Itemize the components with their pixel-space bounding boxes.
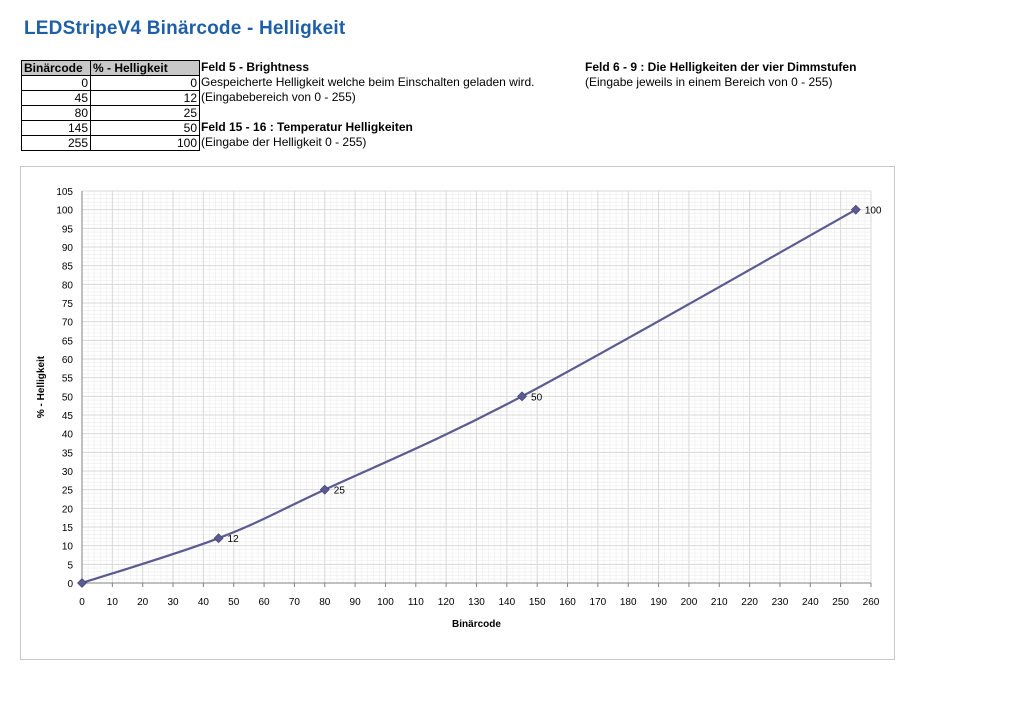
- cell-helligkeit: 25: [91, 106, 200, 121]
- cell-binaercode: 80: [22, 106, 91, 121]
- feld15-title: Feld 15 - 16 : Temperatur Helligkeiten: [201, 120, 413, 134]
- data-point-marker: [78, 579, 87, 588]
- y-tick-label: 25: [61, 485, 73, 497]
- x-tick-label: 120: [437, 597, 455, 608]
- cell-helligkeit: 12: [91, 91, 200, 106]
- x-tick-label: 230: [771, 597, 789, 608]
- data-point-marker: [320, 485, 329, 494]
- x-tick-label: 140: [498, 597, 516, 608]
- y-tick-label: 105: [56, 187, 73, 198]
- y-tick-label: 15: [61, 523, 73, 534]
- x-tick-label: 0: [79, 597, 85, 608]
- x-tick-label: 160: [559, 597, 576, 608]
- x-tick-label: 40: [197, 597, 209, 608]
- x-tick-label: 30: [167, 597, 179, 608]
- x-tick-label: 80: [319, 597, 331, 608]
- y-tick-label: 55: [61, 373, 73, 385]
- x-tick-label: 100: [377, 597, 394, 608]
- y-tick-label: 0: [67, 579, 73, 590]
- data-label: 100: [864, 205, 882, 217]
- x-tick-label: 90: [349, 597, 361, 608]
- y-axis-title: % - Helligkeit: [36, 355, 47, 419]
- x-tick-label: 50: [228, 597, 240, 608]
- x-tick-label: 250: [832, 597, 849, 608]
- cell-binaercode: 0: [22, 76, 91, 91]
- x-tick-label: 210: [710, 597, 728, 608]
- cell-helligkeit: 100: [91, 136, 200, 151]
- x-tick-label: 190: [650, 597, 667, 608]
- x-tick-label: 130: [468, 597, 485, 608]
- data-label: 50: [531, 392, 543, 404]
- y-tick-label: 65: [61, 336, 73, 348]
- x-tick-label: 110: [407, 597, 424, 608]
- y-tick-label: 30: [61, 467, 73, 478]
- y-tick-label: 40: [61, 429, 73, 441]
- data-label: 12: [227, 534, 239, 546]
- feld5-line1: Gespeicherte Helligkeit welche beim Einschalten geladen wird.: [201, 75, 535, 89]
- x-tick-label: 10: [106, 597, 118, 608]
- y-tick-label: 90: [61, 243, 73, 254]
- x-tick-label: 180: [619, 597, 637, 608]
- feld5-title: Feld 5 - Brightness: [201, 60, 310, 74]
- x-tick-label: 60: [258, 597, 270, 608]
- x-tick-label: 20: [137, 597, 149, 608]
- cell-binaercode: 45: [22, 91, 91, 106]
- feld5-line2: (Eingabebereich von 0 - 255): [201, 90, 356, 104]
- y-tick-label: 5: [67, 560, 73, 572]
- cell-binaercode: 145: [22, 121, 91, 136]
- feld15-line1: (Eingabe der Helligkeit 0 - 255): [201, 135, 367, 149]
- page-title: LEDStripeV4 Binärcode - Helligkeit: [24, 18, 346, 39]
- y-tick-label: 100: [56, 205, 73, 217]
- y-tick-label: 75: [61, 299, 73, 310]
- cell-binaercode: 255: [22, 136, 91, 151]
- y-tick-label: 95: [61, 224, 73, 236]
- y-tick-label: 85: [61, 261, 73, 273]
- x-tick-label: 240: [801, 597, 819, 608]
- header-helligkeit: % - Helligkeit: [91, 61, 200, 76]
- y-tick-label: 60: [61, 355, 73, 366]
- cell-helligkeit: 0: [91, 76, 200, 91]
- x-tick-label: 220: [741, 597, 758, 608]
- x-tick-label: 260: [862, 597, 880, 608]
- feld6-line1: (Eingabe jeweils in einem Bereich von 0 - 255): [585, 75, 833, 89]
- y-tick-label: 50: [61, 392, 73, 404]
- data-label: 25: [333, 485, 345, 497]
- y-tick-label: 35: [61, 448, 73, 460]
- x-tick-label: 150: [528, 597, 546, 608]
- feld6-title: Feld 6 - 9 : Die Helligkeiten der vier Dimmstufen: [585, 60, 857, 74]
- y-tick-label: 80: [61, 280, 73, 292]
- y-tick-label: 45: [61, 411, 73, 422]
- y-tick-label: 20: [61, 504, 73, 516]
- y-tick-label: 70: [61, 317, 73, 329]
- x-tick-label: 200: [680, 597, 698, 608]
- x-axis-title: Binärcode: [452, 619, 501, 630]
- x-tick-label: 70: [288, 597, 300, 608]
- cell-helligkeit: 50: [91, 121, 200, 136]
- header-binaercode: Binärcode: [22, 61, 91, 76]
- y-tick-label: 10: [61, 541, 73, 553]
- x-tick-label: 170: [589, 597, 607, 608]
